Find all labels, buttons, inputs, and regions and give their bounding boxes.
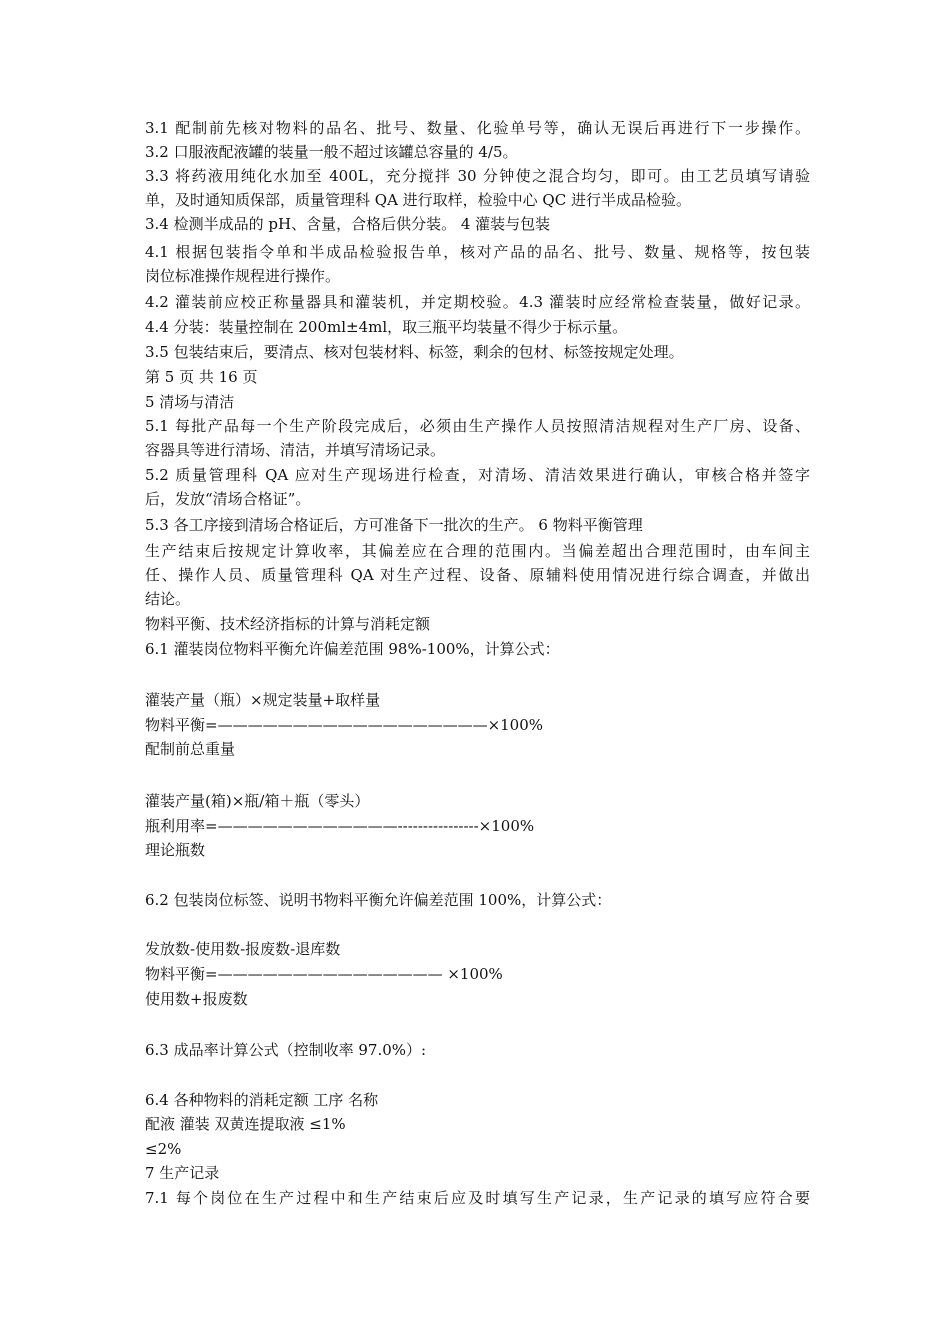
section-heading: 物料平衡、技术经济指标的计算与消耗定额 bbox=[145, 615, 431, 633]
formula-numerator: 发放数-使用数-报废数-退库数 bbox=[145, 940, 341, 958]
formula-numerator: 灌装产量(箱)×瓶/箱＋瓶（零头） bbox=[145, 792, 370, 810]
text-line: 5.3 各工序接到清场合格证后，方可准备下一批次的生产。 6 物料平衡管理 bbox=[145, 516, 643, 534]
text-line: 生产结束后按规定计算收率，其偏差应在合理的范围内。当偏差超出合理范围时，由车间主 bbox=[145, 542, 810, 560]
page-number: 第 5 页 共 16 页 bbox=[145, 368, 258, 386]
formula-line: 瓶利用率=————————————----------------×100% bbox=[145, 817, 535, 835]
formula-numerator: 灌装产量（瓶）×规定装量+取样量 bbox=[145, 691, 381, 709]
text-line: 5.1 每批产品每一个生产阶段完成后，必须由生产操作人员按照清洁规程对生产厂房、设备、 bbox=[145, 417, 810, 435]
text-line: 7.1 每个岗位在生产过程中和生产结束后应及时填写生产记录，生产记录的填写应符合要 bbox=[145, 1189, 810, 1207]
formula-line: 物料平衡=——————————————— ×100% bbox=[145, 965, 503, 983]
text-line: 3.2 口服液配液罐的装量一般不超过该罐总容量的 4/5。 bbox=[145, 143, 518, 161]
text-line: 3.1 配制前先核对物料的品名、批号、数量、化验单号等，确认无误后再进行下一步操作。 bbox=[145, 119, 810, 137]
text-line: 6.4 各种物料的消耗定额 工序 名称 bbox=[145, 1091, 379, 1109]
formula-denominator: 使用数+报废数 bbox=[145, 990, 248, 1008]
text-line: 容器具等进行清场、清洁，并填写清场记录。 bbox=[145, 441, 446, 459]
text-line: 任、操作人员、质量管理科 QA 对生产过程、设备、原辅料使用情况进行综合调查，并做出 bbox=[145, 566, 810, 584]
text-line: 结论。 bbox=[145, 590, 191, 608]
section-heading: 5 清场与清洁 bbox=[145, 393, 235, 411]
section-heading: 7 生产记录 bbox=[145, 1164, 220, 1182]
text-line: 6.2 包装岗位标签、说明书物料平衡允许偏差范围 100%，计算公式： bbox=[145, 891, 612, 909]
text-line: ≤2% bbox=[145, 1140, 182, 1158]
text-line: 6.3 成品率计算公式（控制收率 97.0%）: bbox=[145, 1041, 427, 1059]
text-line: 3.3 将药液用纯化水加至 400L，充分搅拌 30 分钟使之混合均匀，即可。由工艺员填写请验 bbox=[145, 167, 810, 185]
text-line: 3.4 检测半成品的 pH、含量，合格后供分装。 4 灌装与包装 bbox=[145, 215, 551, 233]
text-line: 配液 灌装 双黄连提取液 ≤1% bbox=[145, 1115, 346, 1133]
text-line: 3.5 包装结束后，要清点、核对包装材料、标签，剩余的包材、标签按规定处理。 bbox=[145, 343, 684, 361]
formula-denominator: 理论瓶数 bbox=[145, 841, 206, 859]
text-line: 4.4 分装：装量控制在 200ml±4ml，取三瓶平均装量不得少于标示量。 bbox=[145, 318, 628, 336]
text-line: 岗位标准操作规程进行操作。 bbox=[145, 267, 341, 285]
text-line: 后，发放“清场合格证”。 bbox=[145, 490, 311, 508]
text-line: 6.1 灌装岗位物料平衡允许偏差范围 98%-100%，计算公式： bbox=[145, 640, 560, 658]
text-line: 4.2 灌装前应校正称量器具和灌装机，并定期校验。4.3 灌装时应经常检查装量，做好记录。 bbox=[145, 293, 810, 311]
text-line: 4.1 根据包装指令单和半成品检验报告单，核对产品的品名、批号、数量、规格等，按包装 bbox=[145, 243, 810, 261]
formula-line: 物料平衡=——————————————————×100% bbox=[145, 716, 544, 734]
text-line: 单，及时通知质保部，质量管理科 QA 进行取样，检验中心 QC 进行半成品检验。 bbox=[145, 191, 691, 209]
formula-denominator: 配制前总重量 bbox=[145, 740, 236, 758]
text-line: 5.2 质量管理科 QA 应对生产现场进行检查，对清场、清洁效果进行确认，审核合格并签字 bbox=[145, 466, 810, 484]
